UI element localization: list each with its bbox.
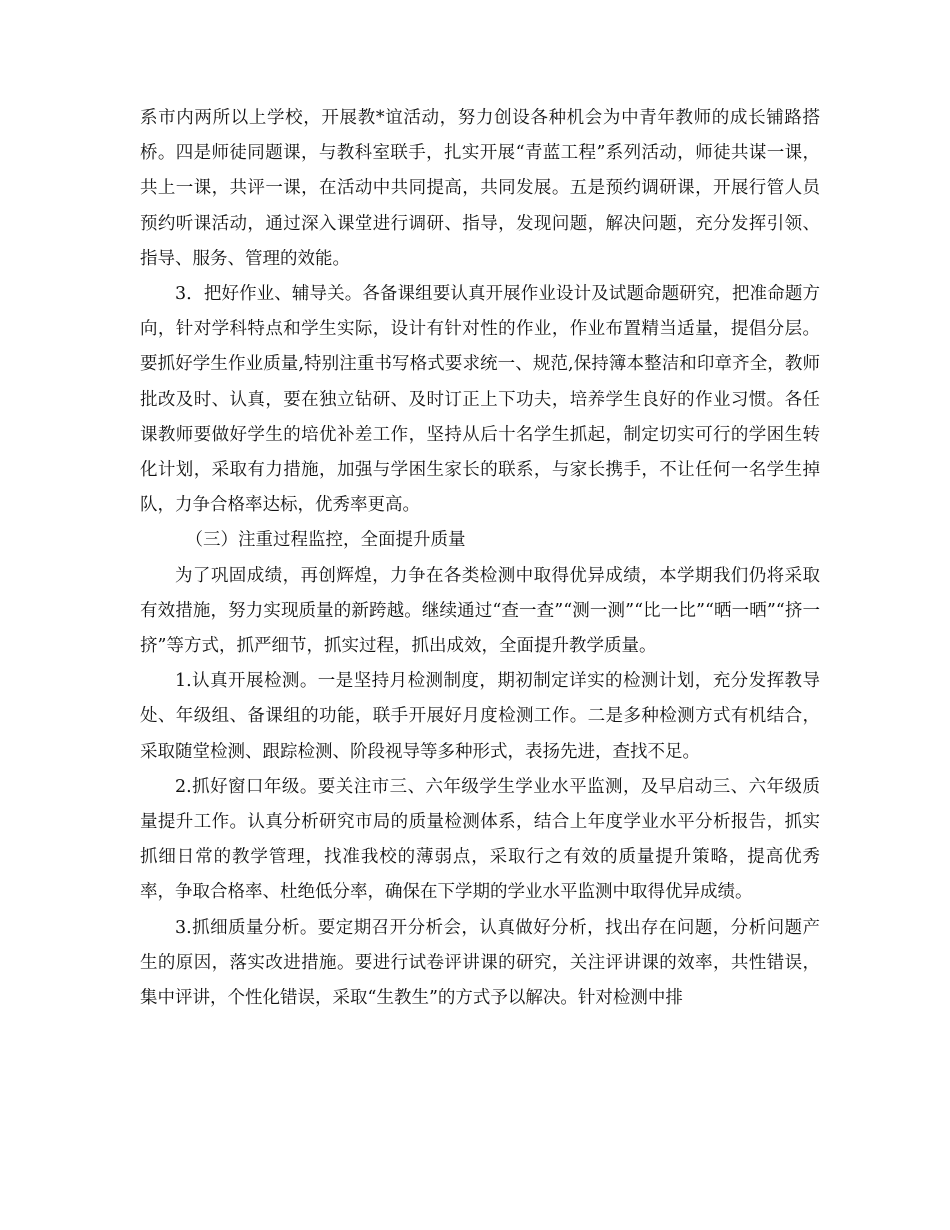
- paragraph-continuation: 系市内两所以上学校，开展教*谊活动，努力创设各种机会为中青年教师的成长铺路搭桥。四是师徒同题课，与教科室联手，扎实开展“青蓝工程”系列活动，师徒共谋一课，共上一课，共评一课，在活动中共同提高，共同发展。五是预约调研课，开展行管人员预约听课活动，通过深入课堂进行调研、指导，发现问题，解决问题，充分发挥引领、指导、服务、管理的效能。: [140, 108, 820, 269]
- paragraph-window-grades: 2.抓好窗口年级。要关注市三、六年级学生学业水平监测，及早启动三、六年级质量提升工作。认真分析研究市局的质量检测体系，结合上年度学业水平分析报告，抓实抓细日常的教学管理，找准我校的薄弱点，采取行之有效的质量提升策略，提高优秀率，争取合格率、杜绝低分率，确保在下学期的学业水平监测中取得优异成绩。: [140, 776, 820, 903]
- paragraph-quality-analysis: 3.抓细质量分析。要定期召开分析会，认真做好分析，找出存在问题，分析问题产生的原因，落实改进措施。要进行试卷评讲课的研究，关注评讲课的效率，共性错误，集中评讲，个性化错误，采取“生教生”的方式予以解决。针对检测中排: [140, 917, 820, 1009]
- document-body: [140, 101, 820, 1016]
- paragraph-homework-guidance: 3．把好作业、辅导关。各备课组要认真开展作业设计及试题命题研究，把准命题方向，针对学科特点和学生实际，设计有针对性的作业，作业布置精当适量，提倡分层。要抓好学生作业质量,特别注重书写格式要求统一、规范,保持簿本整洁和印章齐全，教师批改及时、认真，要在独立钻研、及时订正上下功夫，培养学生良好的作业习惯。各任课教师要做好学生的培优补差工作，坚持从后十名学生抓起，制定切实可行的学困生转化计划，采取有力措施，加强与学困生家长的联系，与家长携手，不让任何一名学生掉队，力争合格率达标，优秀率更高。: [140, 284, 820, 516]
- paragraph-process-monitoring: 为了巩固成绩，再创辉煌，力争在各类检测中取得优异成绩，本学期我们仍将采取有效措施，努力实现质量的新跨越。继续通过“查一查”“测一测”“比一比”“晒一晒”“挤一挤”等方式，抓严细节，抓实过程，抓出成效，全面提升教学质量。: [140, 565, 820, 657]
- section-heading: （三）注重过程监控，全面提升质量: [185, 530, 466, 551]
- paragraph-testing: 1.认真开展检测。一是坚持月检测制度，期初制定详实的检测计划，充分发挥教导处、年级组、备课组的功能，联手开展好月度检测工作。二是多种检测方式有机结合，采取随堂检测、跟踪检测、阶段视导等多种形式，表扬先进，查找不足。: [140, 671, 820, 762]
